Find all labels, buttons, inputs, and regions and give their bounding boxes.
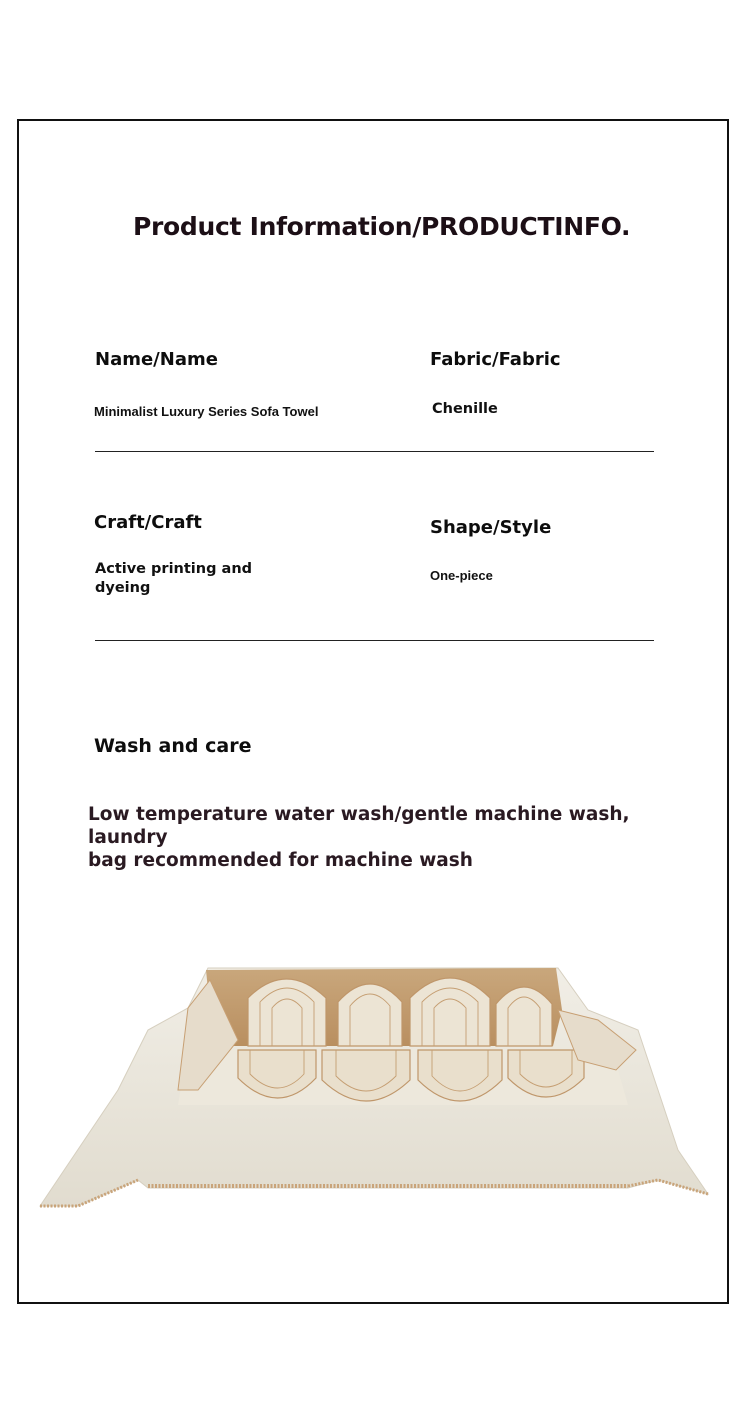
care-text [88, 803, 688, 872]
craft-label: Craft/Craft [94, 512, 202, 533]
fabric-value: Chenille [432, 401, 498, 417]
care-text-line-1: Low temperature water wash/gentle machine wash, laundry [88, 804, 630, 848]
craft-value-line-1: Active printing and [95, 561, 253, 577]
divider-2 [95, 640, 654, 641]
care-label: Wash and care [94, 735, 252, 757]
care-text-line-2: bag recommended for machine wash [88, 850, 473, 871]
divider-1 [95, 451, 654, 452]
page-title: Product Information/PRODUCTINFO. [133, 212, 631, 241]
shape-value: One-piece [430, 568, 493, 583]
name-label: Name/Name [95, 349, 218, 370]
name-value: Minimalist Luxury Series Sofa Towel [94, 404, 319, 419]
craft-value [95, 560, 252, 598]
craft-value-line-2: dyeing [95, 580, 151, 596]
sofa-cover-image [38, 950, 712, 1218]
fabric-label: Fabric/Fabric [430, 349, 561, 370]
shape-label: Shape/Style [430, 517, 552, 538]
